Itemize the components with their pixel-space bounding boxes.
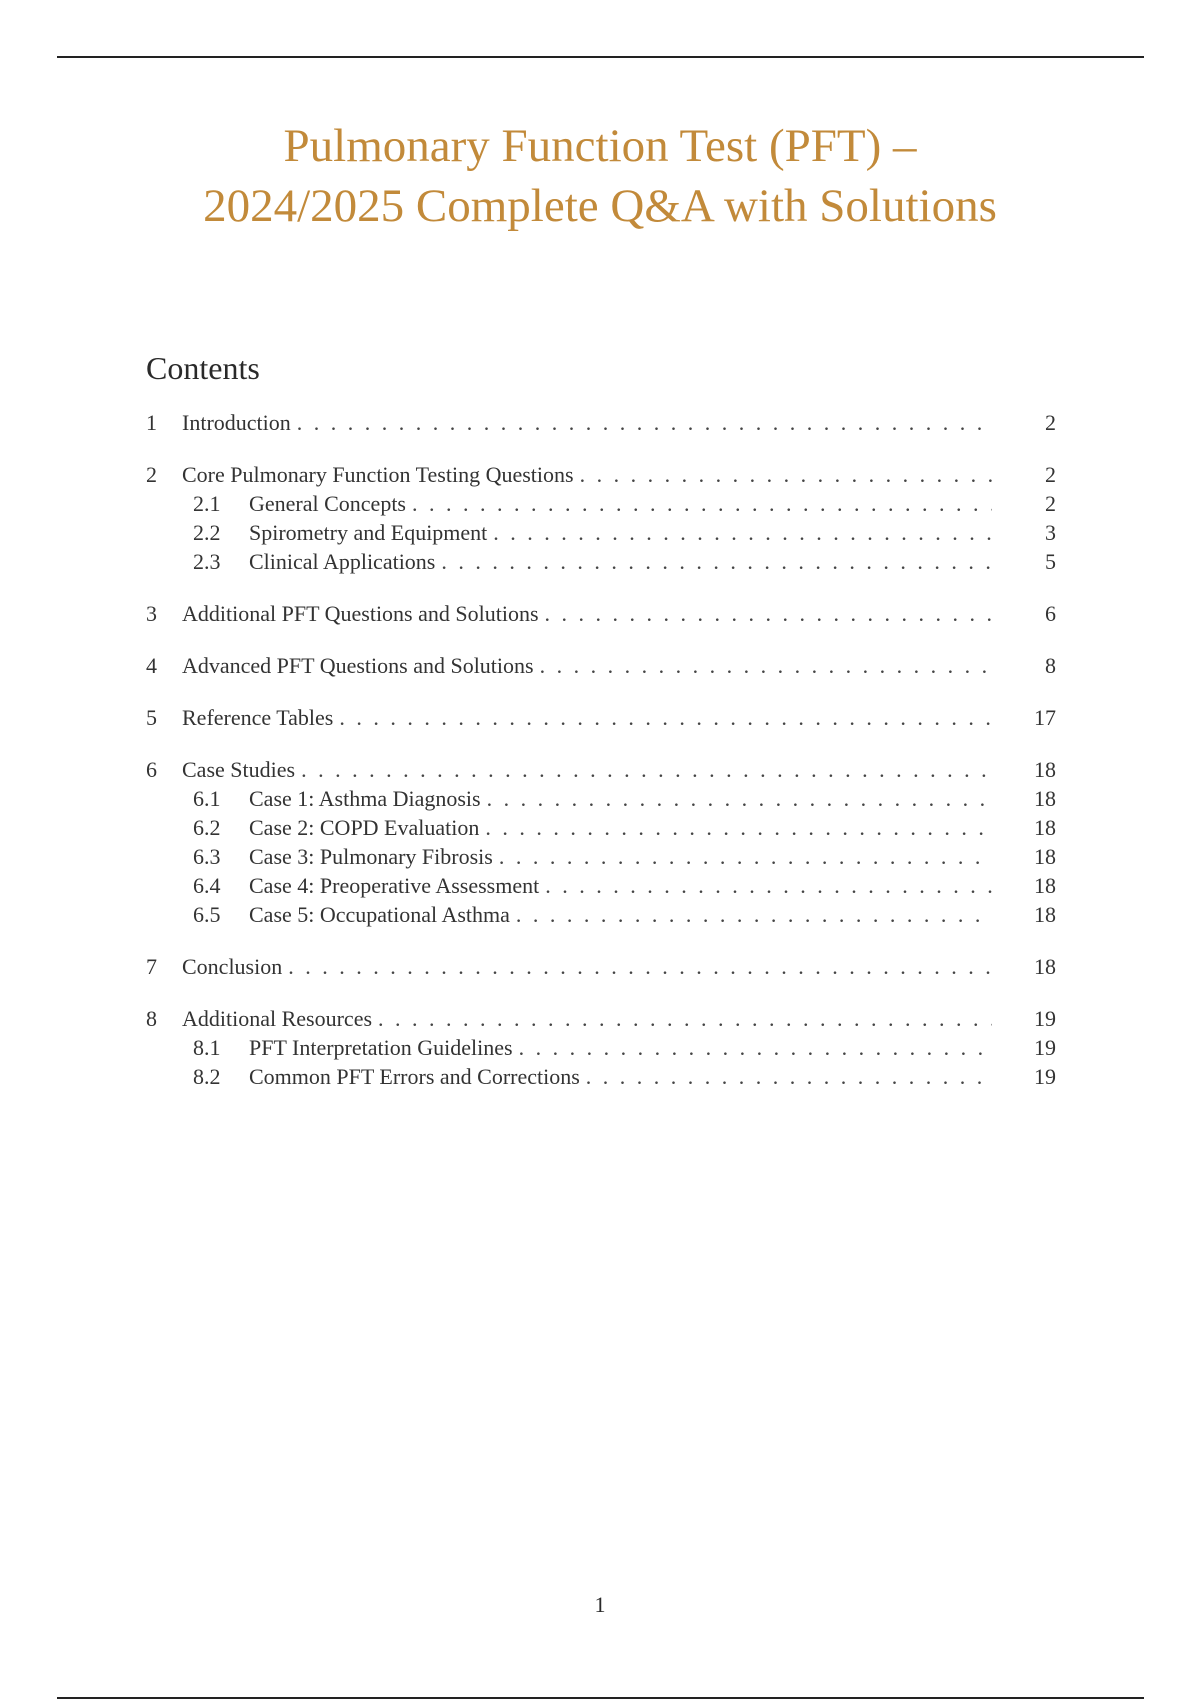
toc-subsection-entry[interactable] (146, 842, 1056, 871)
toc-entry-number: 8 (146, 1006, 157, 1031)
toc-entry-label[interactable]: Introduction (182, 410, 291, 435)
toc-entry-page[interactable]: 3 (1045, 520, 1056, 545)
toc-section-entry[interactable] (146, 755, 1056, 784)
toc-section-entry[interactable] (146, 599, 1056, 628)
toc-section-entry[interactable] (146, 703, 1056, 732)
toc-entry-page[interactable]: 18 (1034, 844, 1056, 869)
toc-dot-leader (297, 408, 992, 437)
toc-section-group (146, 460, 1056, 576)
toc-entry-label[interactable]: Conclusion (182, 954, 283, 979)
toc-section-entry[interactable] (146, 460, 1056, 489)
toc-entry-page[interactable]: 5 (1045, 549, 1056, 574)
toc-entry-page[interactable]: 18 (1034, 902, 1056, 927)
toc-entry-number: 2.3 (193, 549, 221, 574)
toc-entry-label[interactable]: Core Pulmonary Function Testing Questions (182, 462, 574, 487)
title-line-2: 2024/2025 Complete Q&A with Solutions (203, 180, 997, 232)
toc-entry-number: 6 (146, 757, 157, 782)
bottom-rule (57, 1697, 1144, 1699)
toc-entry-page[interactable]: 19 (1034, 1064, 1056, 1089)
page-number: 1 (594, 1592, 606, 1617)
toc-entry-number: 6.1 (193, 786, 221, 811)
toc-entry-number: 4 (146, 653, 157, 678)
toc-subsection-entry[interactable] (146, 1033, 1056, 1062)
toc-entry-label[interactable]: Advanced PFT Questions and Solutions (182, 653, 534, 678)
toc-entry-label[interactable]: PFT Interpretation Guidelines (249, 1035, 513, 1060)
toc-entry-page[interactable]: 18 (1034, 815, 1056, 840)
title-line-1: Pulmonary Function Test (PFT) – (283, 120, 917, 172)
toc-section-group (146, 599, 1056, 628)
toc-entry-number: 2.1 (193, 491, 221, 516)
toc-entry-label[interactable]: Case 1: Asthma Diagnosis (249, 786, 481, 811)
toc-entry-page[interactable]: 6 (1045, 601, 1056, 626)
toc-section-group (146, 651, 1056, 680)
toc-entry-page[interactable]: 17 (1034, 705, 1056, 730)
table-of-contents (146, 408, 1056, 1114)
toc-dot-leader (586, 1062, 992, 1091)
toc-dot-leader (441, 547, 992, 576)
toc-entry-label[interactable]: Case 2: COPD Evaluation (249, 815, 480, 840)
toc-dot-leader (378, 1004, 992, 1033)
toc-entry-number: 6.5 (193, 902, 221, 927)
toc-section-group (146, 1004, 1056, 1091)
toc-subsection-entry[interactable] (146, 813, 1056, 842)
toc-dot-leader (487, 784, 992, 813)
toc-entry-number: 8.1 (193, 1035, 221, 1060)
toc-entry-label[interactable]: General Concepts (249, 491, 406, 516)
toc-entry-page[interactable]: 8 (1045, 653, 1056, 678)
toc-dot-leader (545, 871, 992, 900)
toc-section-group (146, 755, 1056, 929)
toc-subsection-entry[interactable] (146, 900, 1056, 929)
toc-section-entry[interactable] (146, 651, 1056, 680)
toc-dot-leader (519, 1033, 992, 1062)
toc-entry-label[interactable]: Additional Resources (182, 1006, 373, 1031)
toc-subsection-entry[interactable] (146, 1062, 1056, 1091)
toc-entry-label[interactable]: Additional PFT Questions and Solutions (182, 601, 539, 626)
document-title (100, 116, 1100, 236)
toc-dot-leader (516, 900, 992, 929)
toc-entry-page[interactable]: 19 (1034, 1035, 1056, 1060)
toc-entry-number: 2 (146, 462, 157, 487)
toc-dot-leader (499, 842, 992, 871)
toc-dot-leader (545, 599, 992, 628)
toc-entry-page[interactable]: 2 (1045, 491, 1056, 516)
toc-dot-leader (412, 489, 992, 518)
toc-section-entry[interactable] (146, 408, 1056, 437)
toc-subsection-entry[interactable] (146, 784, 1056, 813)
toc-section-group (146, 952, 1056, 981)
toc-section-entry[interactable] (146, 1004, 1056, 1033)
toc-entry-page[interactable]: 18 (1034, 873, 1056, 898)
toc-dot-leader (485, 813, 992, 842)
toc-entry-page[interactable]: 18 (1034, 786, 1056, 811)
toc-entry-page[interactable]: 2 (1045, 462, 1056, 487)
toc-entry-number: 6.3 (193, 844, 221, 869)
toc-entry-number: 6.2 (193, 815, 221, 840)
toc-dot-leader (493, 518, 992, 547)
toc-entry-label[interactable]: Reference Tables (182, 705, 334, 730)
toc-entry-page[interactable]: 18 (1034, 757, 1056, 782)
toc-entry-number: 8.2 (193, 1064, 221, 1089)
toc-entry-number: 1 (146, 410, 157, 435)
top-rule (57, 56, 1144, 58)
toc-entry-label[interactable]: Case 5: Occupational Asthma (249, 902, 510, 927)
toc-entry-number: 2.2 (193, 520, 221, 545)
toc-entry-page[interactable]: 19 (1034, 1006, 1056, 1031)
contents-heading: Contents (146, 350, 260, 386)
toc-dot-leader (580, 460, 992, 489)
toc-entry-label[interactable]: Case 4: Preoperative Assessment (249, 873, 540, 898)
toc-subsection-entry[interactable] (146, 489, 1056, 518)
toc-dot-leader (301, 755, 992, 784)
toc-entry-number: 7 (146, 954, 157, 979)
toc-entry-page[interactable]: 2 (1045, 410, 1056, 435)
toc-entry-number: 3 (146, 601, 157, 626)
toc-entry-number: 6.4 (193, 873, 221, 898)
toc-dot-leader (288, 952, 992, 981)
toc-entry-page[interactable]: 18 (1034, 954, 1056, 979)
toc-section-group (146, 408, 1056, 437)
toc-dot-leader (339, 703, 992, 732)
toc-entry-label[interactable]: Common PFT Errors and Corrections (249, 1064, 580, 1089)
toc-entry-label[interactable]: Spirometry and Equipment (249, 520, 488, 545)
toc-entry-label[interactable]: Case 3: Pulmonary Fibrosis (249, 844, 493, 869)
toc-entry-label[interactable]: Case Studies (182, 757, 296, 782)
toc-subsection-entry[interactable] (146, 871, 1056, 900)
toc-section-group (146, 703, 1056, 732)
toc-subsection-entry[interactable] (146, 547, 1056, 576)
toc-subsection-entry[interactable] (146, 518, 1056, 547)
toc-section-entry[interactable] (146, 952, 1056, 981)
toc-entry-number: 5 (146, 705, 157, 730)
toc-entry-label[interactable]: Clinical Applications (249, 549, 436, 574)
toc-dot-leader (540, 651, 992, 680)
